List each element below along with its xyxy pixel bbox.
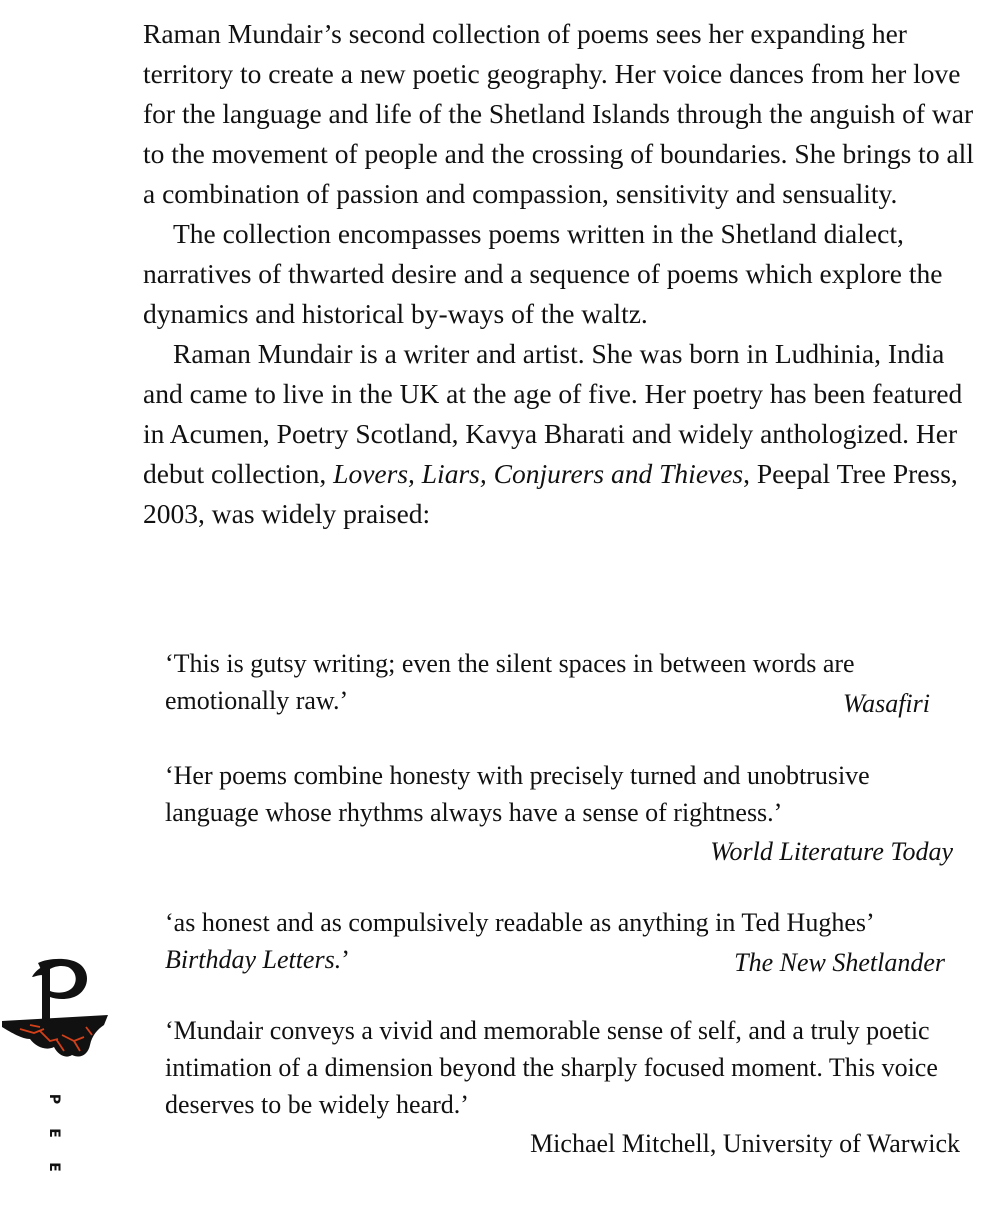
quote-text: ‘This is gutsy writing; even the silent spaces in between words are emotionally raw.’ (165, 649, 855, 715)
quote-text: ‘Mundair conveys a vivid and memorable sense of self, and a truly poetic intimation of a dimension beyond the sharply focused moment. This voice deserves to be widely heard.’ (165, 1016, 938, 1119)
blurb-paragraph-2: The collection encompasses poems written in the Shetland dialect, narratives of thwarted desire and a sequence of poems which explore the dynamics and historical by-ways of the waltz. (143, 218, 943, 329)
blurb-paragraph-1: Raman Mundair’s second collection of poems sees her expanding her territory to create a new poetic geography. Her voice dances from her love for the language and life of the Shetland Islands through the anguish of war to the movement of people and the crossing of boundaries. She brings to all a combination of passion and compassion, sensitivity and sensuality. (143, 18, 974, 209)
author-bio: Raman Mundair is a writer and artist. She was born in Ludhinia, India and came to live in the UK at the age of five. Her poetry has been featured in Acumen, Poetry Scotland, Kavya Bharati and widely anthologized. Her debut collection, (143, 338, 963, 489)
quote-text-start: ‘as honest and as compulsively readable as anything in Ted Hughes’ (165, 908, 875, 937)
quote-source: World Literature Today (710, 837, 953, 866)
review-quote (165, 1012, 965, 1162)
review-quotes (165, 645, 965, 1196)
blurb (143, 14, 988, 534)
quote-source: Michael Mitchell, University of Warwick (530, 1129, 960, 1158)
review-quote (165, 645, 965, 719)
spine-letter: E (46, 1162, 62, 1172)
quote-text: ‘Her poems combine honesty with precisely turned and unobtrusive language whose rhythms always have a sense of rightness.’ (165, 761, 870, 827)
debut-collection-details: , Peepal Tree Press, 2003, was widely praised: (143, 458, 958, 529)
blurb-paragraph-3 (143, 334, 988, 534)
quote-text-end: ’ (341, 945, 350, 974)
quote-source: Wasafiri (842, 689, 930, 718)
quote-source: The New Shetlander (734, 948, 945, 977)
peepal-tree-logo-icon (0, 955, 115, 1075)
review-quote (165, 757, 965, 870)
spine-letter: E (46, 1128, 62, 1138)
spine-letter: P (46, 1093, 62, 1105)
quoted-book-title: Birthday Letters. (165, 945, 342, 974)
debut-collection-title: Lovers, Liars, Conjurers and Thieves (333, 458, 744, 489)
review-quote (165, 904, 965, 978)
